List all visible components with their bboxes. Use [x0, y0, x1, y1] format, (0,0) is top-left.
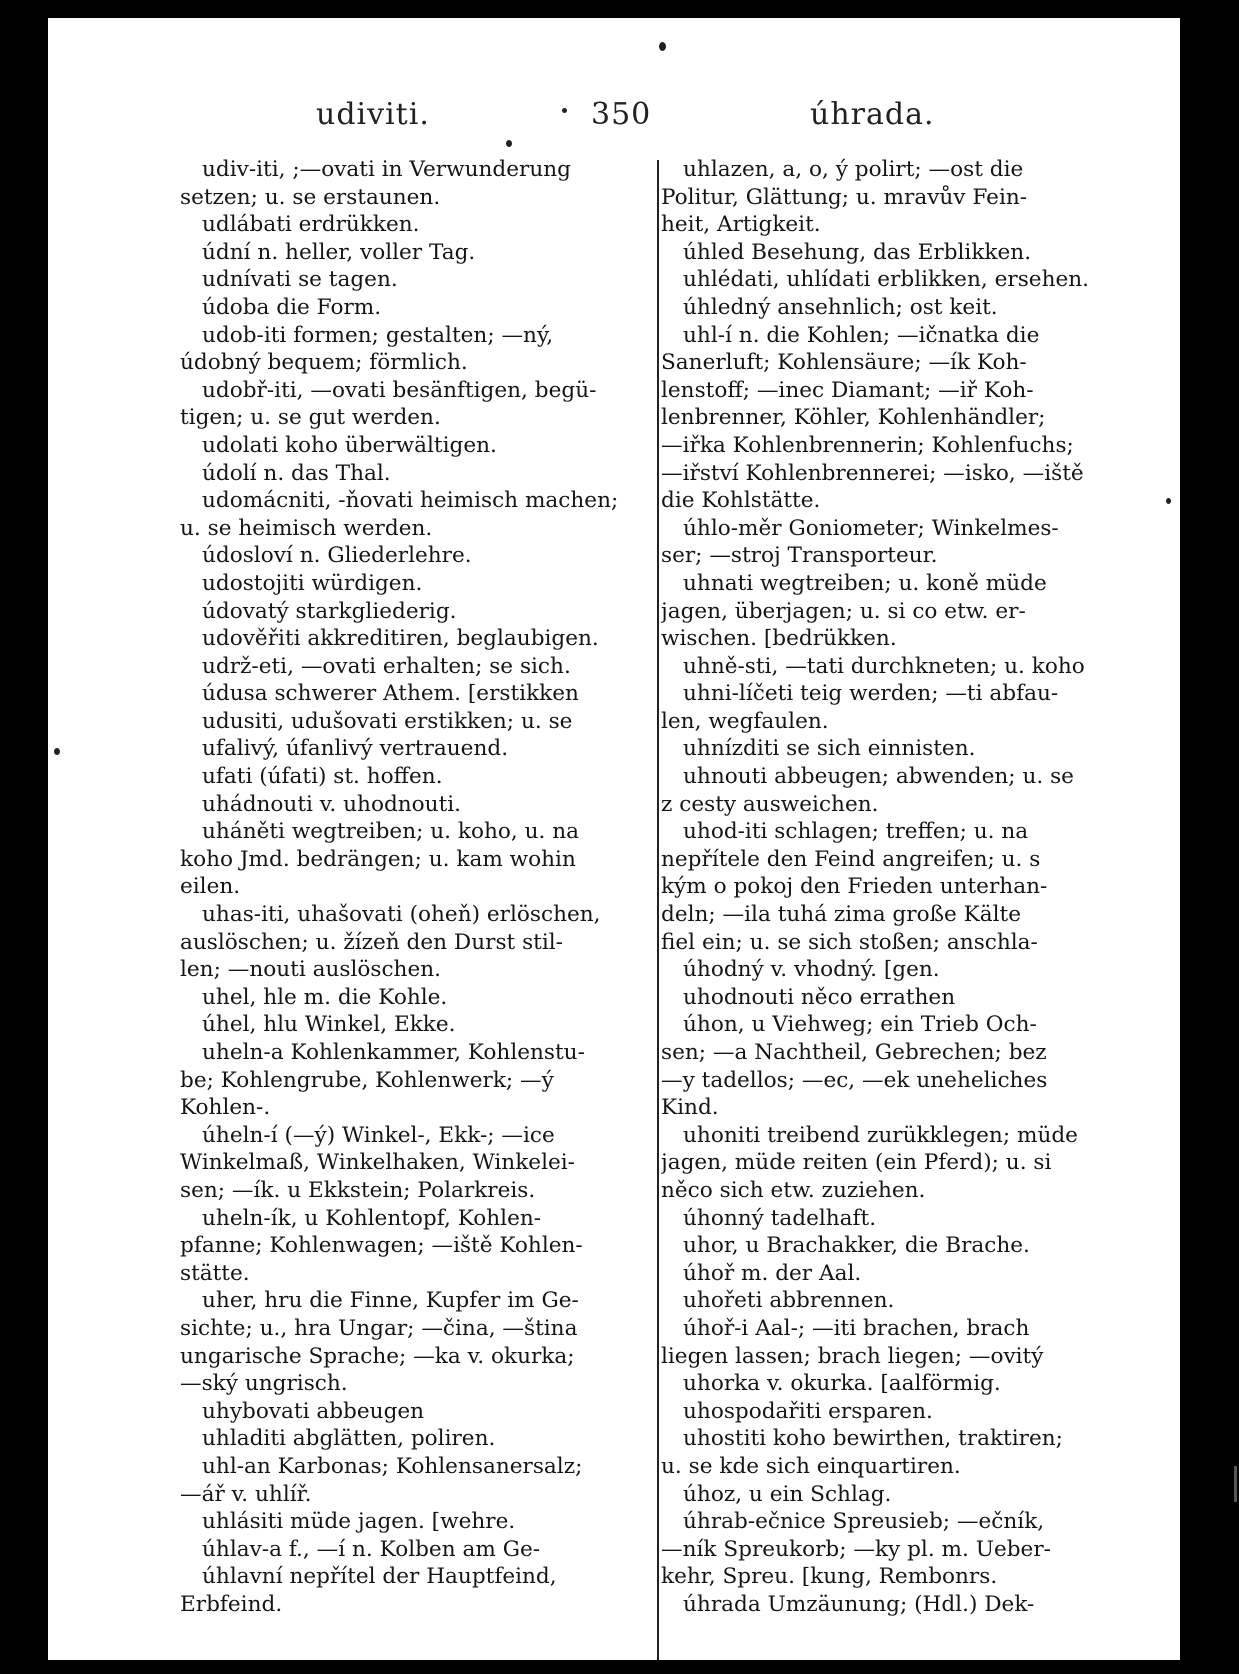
- entry-line: uhořeti abbrennen.: [683, 1288, 895, 1314]
- entry-line: liegen lassen; brach liegen; —ovitý: [661, 1343, 1044, 1369]
- entry-line: udolati koho überwältigen.: [202, 432, 497, 458]
- entry-line: kým o pokoj den Frieden unterhan-: [661, 874, 1048, 900]
- entry-line: udrž-eti, —ovati erhalten; se sich.: [202, 653, 571, 679]
- entry-line: Politur, Glättung; u. mravův Fein-: [661, 184, 1028, 210]
- entry-line: uhostiti koho bewirthen, traktiren;: [683, 1426, 1063, 1452]
- entry-line: sen; —a Nachtheil, Gebrechen; bez: [661, 1040, 1047, 1065]
- entry-line: ungarische Sprache; —ka v. okurka;: [180, 1343, 575, 1369]
- entry-line: fiel ein; u. se sich stoßen; anschla-: [661, 929, 1038, 955]
- entry-line: jagen, müde reiten (ein Pferd); u. si: [661, 1150, 1052, 1176]
- entry-line: úhlavní nepřítel der Hauptfeind,: [202, 1564, 557, 1590]
- entry-line: údoba die Form.: [202, 294, 382, 320]
- entry-line: uher, hru die Finne, Kupfer im Ge-: [202, 1288, 579, 1314]
- entry-line: nepřítele den Feind angreifen; u. s: [661, 846, 1041, 872]
- entry-line: tigen; u. se gut werden.: [180, 405, 441, 431]
- entry-line: uhlédati, uhlídati erblikken, ersehen.: [683, 267, 1090, 293]
- entry-line: úhoř-i Aal-; —iti brachen, brach: [683, 1315, 1030, 1341]
- entry-line: údobný bequem; förmlich.: [180, 350, 468, 376]
- entry-line: setzen; u. se erstaunen.: [180, 184, 441, 210]
- entry-line: u. se kde sich einquartiren.: [661, 1453, 961, 1479]
- entry-line: heit, Artigkeit.: [661, 212, 821, 238]
- entry-line: uhnouti abbeugen; abwenden; u. se: [683, 764, 1074, 790]
- entry-line: koho Jmd. bedrängen; u. kam wohin: [180, 846, 576, 872]
- entry-line: udlábati erdrükken.: [202, 212, 420, 238]
- page-speck: [659, 42, 666, 51]
- entry-line: sichte; u., hra Ungar; —čina, —ština: [180, 1315, 578, 1341]
- entry-line: uhor, u Brachakker, die Brache.: [683, 1233, 1030, 1259]
- page-number: 350: [591, 97, 652, 132]
- entry-line: udiv-iti, ;—ovati in Verwunderung: [202, 157, 571, 182]
- entry-line: údovatý starkgliederig.: [202, 598, 457, 624]
- entry-line: uhospodařiti ersparen.: [683, 1398, 933, 1424]
- entry-line: údní n. heller, voller Tag.: [202, 239, 476, 265]
- entry-line: uhně-sti, —tati durchkneten; u. koho: [683, 653, 1085, 679]
- entry-line: deln; —ila tuhá zima große Kälte: [661, 902, 1022, 928]
- entry-line: udob-iti formen; gestalten; —ný,: [202, 322, 554, 348]
- entry-line: úhodný v. vhodný. [gen.: [683, 957, 940, 983]
- entry-line: uháněti wegtreiben; u. koho, u. na: [202, 819, 580, 845]
- entry-line: Winkelmaß, Winkelhaken, Winkelei-: [180, 1150, 575, 1176]
- entry-line: stätte.: [180, 1260, 250, 1286]
- entry-line: wischen. [bedrükken.: [661, 626, 897, 652]
- entry-line: úhled Besehung, das Erblikken.: [683, 239, 1032, 265]
- entry-line: uhnízditi se sich einnisten.: [683, 736, 976, 762]
- entry-line: udomácniti, -ňovati heimisch machen;: [202, 488, 619, 514]
- entry-line: Kohlen-.: [180, 1095, 271, 1121]
- entry-line: eilen.: [180, 874, 241, 900]
- entry-line: —iřství Kohlenbrennerei; —isko, —iště: [661, 460, 1084, 486]
- entry-line: jagen, überjagen; u. si co etw. er-: [661, 598, 1026, 624]
- entry-line: uhlásiti müde jagen. [wehre.: [202, 1509, 516, 1535]
- entry-line: len; —nouti auslöschen.: [180, 957, 441, 983]
- entry-line: úhonný tadelhaft.: [683, 1205, 877, 1231]
- entry-line: —y tadellos; —ec, —ek uneheliches: [661, 1067, 1048, 1093]
- entry-line: uheln-ík, u Kohlentopf, Kohlen-: [202, 1205, 542, 1231]
- entry-line: uhod-iti schlagen; treffen; u. na: [683, 819, 1029, 845]
- entry-line: lenbrenner, Köhler, Kohlenhändler;: [661, 405, 1046, 431]
- entry-line: uhni-líčeti teig werden; —ti abfau-: [683, 681, 1059, 707]
- entry-line: —iřka Kohlenbrennerin; Kohlenfuchs;: [661, 432, 1074, 458]
- entry-line: udobř-iti, —ovati besänftigen, begü-: [202, 377, 597, 403]
- entry-line: len, wegfaulen.: [661, 708, 829, 734]
- entry-line: ser; —stroj Transporteur.: [661, 543, 938, 569]
- entry-line: be; Kohlengrube, Kohlenwerk; —ý: [180, 1067, 554, 1093]
- entry-line: kehr, Spreu. [kung, Rembonrs.: [661, 1564, 998, 1590]
- entry-line: něco sich etw. zuziehen.: [661, 1177, 926, 1203]
- header-right-guideword: úhrada.: [810, 97, 935, 132]
- entry-line: udnívati se tagen.: [202, 267, 398, 293]
- entry-line: —ský ungrisch.: [180, 1371, 348, 1397]
- entry-line: uhas-iti, uhašovati (oheň) erlöschen,: [202, 902, 601, 928]
- entry-line: úhledný ansehnlich; ost keit.: [683, 294, 998, 320]
- entry-line: uhodnouti něco errathen: [683, 984, 956, 1010]
- entry-line: úhrab-ečnice Spreusieb; —ečník,: [683, 1509, 1045, 1535]
- entry-line: údusa schwerer Athem. [erstikken: [202, 681, 579, 707]
- entry-line: udostojiti würdigen.: [202, 570, 423, 596]
- entry-line: úhlo-měr Goniometer; Winkelmes-: [683, 515, 1059, 541]
- entry-line: —ář v. uhlíř.: [180, 1481, 312, 1507]
- entry-line: uhl-an Karbonas; Kohlensanersalz;: [202, 1453, 583, 1479]
- entry-line: úhoz, u ein Schlag.: [683, 1481, 892, 1507]
- entry-line: údolí n. das Thal.: [202, 460, 391, 486]
- left-column: [180, 156, 705, 1618]
- entry-line: uhnati wegtreiben; u. koně müde: [683, 570, 1047, 596]
- page-speck: [506, 140, 512, 147]
- entry-line: auslöschen; u. žízeň den Durst stil-: [180, 929, 563, 955]
- entry-line: úhon, u Viehweg; ein Trieb Och-: [683, 1012, 1037, 1038]
- entry-line: údosloví n. Gliederlehre.: [202, 543, 472, 569]
- entry-line: uhel, hle m. die Kohle.: [202, 984, 448, 1010]
- page-speck: [54, 748, 60, 755]
- entry-line: Kind.: [661, 1095, 719, 1121]
- right-column: [661, 156, 1141, 1618]
- entry-line: udusiti, udušovati erstikken; u. se: [202, 708, 573, 734]
- entry-line: z cesty ausweichen.: [661, 791, 879, 817]
- entry-line: u. se heimisch werden.: [180, 515, 433, 541]
- entry-line: sen; —ík. u Ekkstein; Polarkreis.: [180, 1177, 536, 1203]
- entry-line: úhel, hlu Winkel, Ekke.: [202, 1012, 456, 1038]
- entry-line: uhybovati abbeugen: [202, 1398, 425, 1424]
- entry-line: úheln-í (—ý) Winkel-, Ekk-; —ice: [202, 1122, 555, 1148]
- entry-line: Erbfeind.: [180, 1591, 283, 1617]
- entry-line: uhladiti abglätten, poliren.: [202, 1426, 496, 1452]
- entry-line: pfanne; Kohlenwagen; —iště Kohlen-: [180, 1233, 583, 1259]
- margin-mark: [1234, 1466, 1237, 1502]
- page-speck: [1166, 498, 1171, 504]
- entry-line: úhlav-a f., —í n. Kolben am Ge-: [202, 1536, 541, 1562]
- entry-line: úhoř m. der Aal.: [683, 1260, 862, 1286]
- entry-line: uhl-í n. die Kohlen; —ičnatka die: [683, 322, 1040, 348]
- entry-line: die Kohlstätte.: [661, 488, 821, 514]
- entry-line: lenstoff; —inec Diamant; —iř Koh-: [661, 377, 1034, 403]
- entry-line: uhádnouti v. uhodnouti.: [202, 791, 462, 817]
- running-header: [48, 97, 1180, 141]
- entry-line: udověřiti akkreditiren, beglaubigen.: [202, 626, 599, 652]
- entry-line: Sanerluft; Kohlensäure; —ík Koh-: [661, 350, 1027, 376]
- entry-line: úhrada Umzäunung; (Hdl.) Dek-: [683, 1591, 1035, 1617]
- entry-line: ufalivý, úfanlivý vertrauend.: [202, 736, 509, 762]
- entry-line: uhoniti treibend zurükklegen; müde: [683, 1122, 1078, 1148]
- entry-line: uhorka v. okurka. [aalförmig.: [683, 1371, 1001, 1397]
- entry-line: uheln-a Kohlenkammer, Kohlenstu-: [202, 1040, 585, 1065]
- header-left-guideword: udiviti.: [316, 97, 430, 132]
- entry-line: —ník Spreukorb; —ky pl. m. Ueber-: [661, 1536, 1051, 1562]
- dictionary-page: [48, 18, 1180, 1660]
- entry-line: ufati (úfati) st. hoffen.: [202, 764, 443, 790]
- entry-line: uhlazen, a, o, ý polirt; —ost die: [683, 157, 1024, 182]
